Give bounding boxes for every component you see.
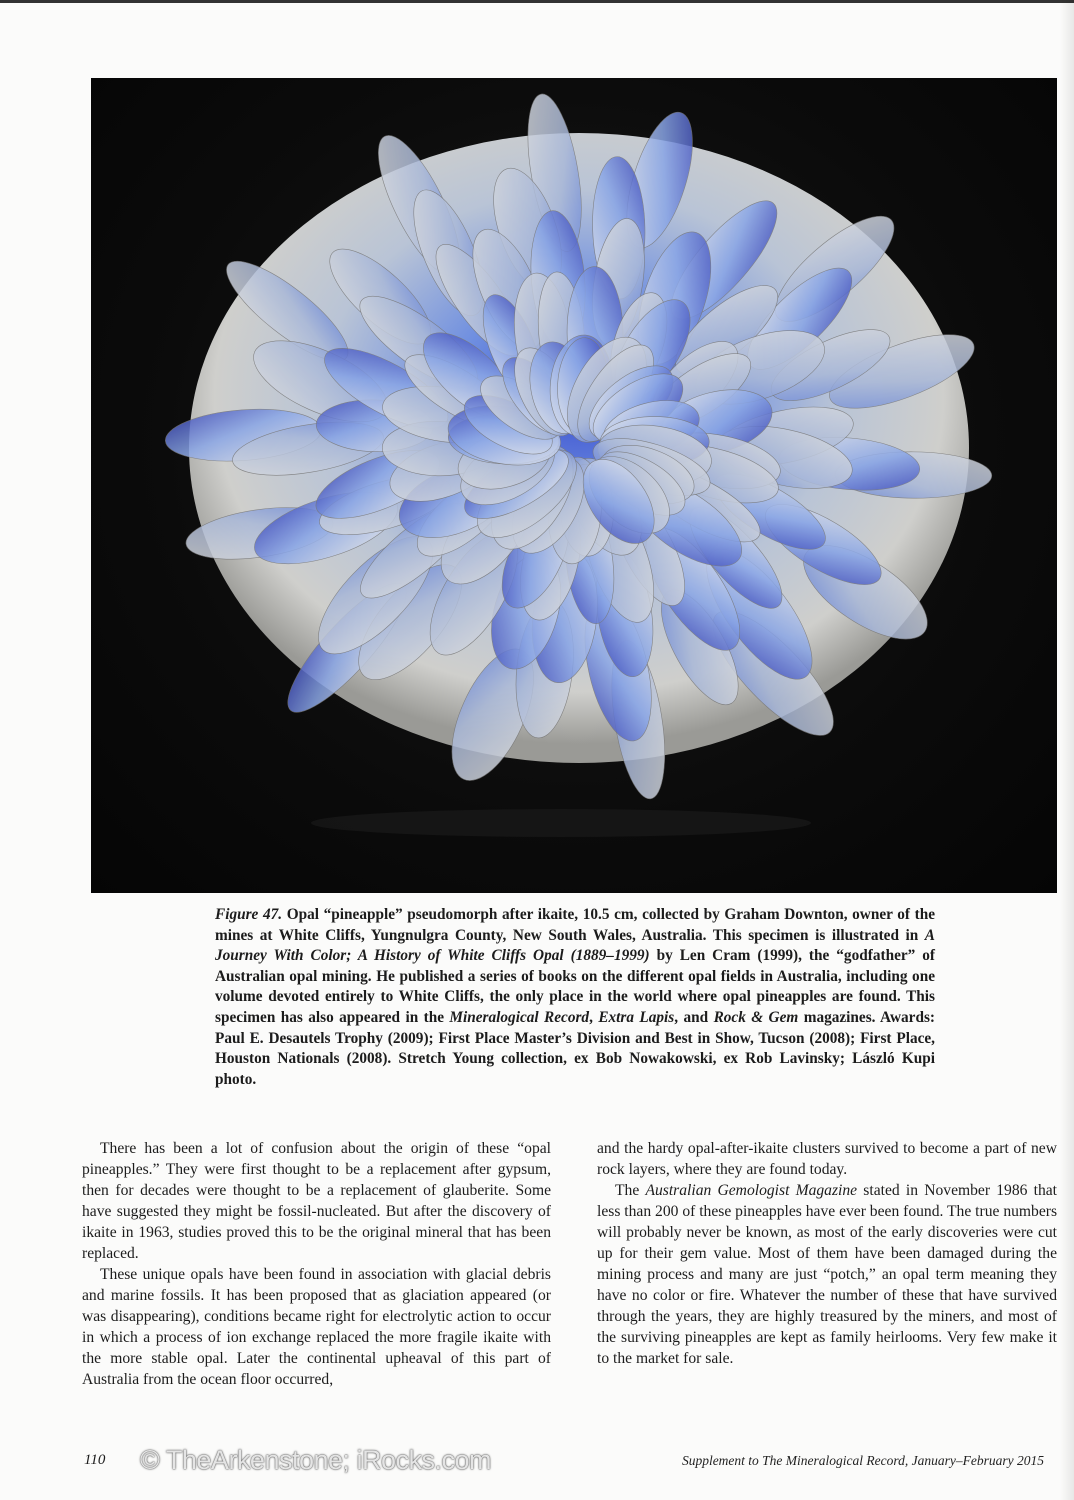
figure-label: Figure 47.: [215, 906, 283, 923]
opal-pineapple-image: [91, 78, 1057, 893]
caption-text: magazines. Awards: Paul E. Desautels Trophy (2009); First Place Master’s Division and Best in Show, Tucson (2008); First Place, Houston Nationals (2008). Stretch Young collection, ex Bob Nowakowski, ex Rob Lavinsky; László Kupi photo.: [215, 1008, 936, 1088]
body-column-right: [597, 1138, 1057, 1369]
body-column-left: [82, 1138, 551, 1390]
specimen-photo: [91, 78, 1057, 893]
watermark: © TheArkenstone; iRocks.com: [140, 1445, 492, 1475]
caption-magazine: Mineralogical Record: [449, 1008, 590, 1026]
caption-text: , and: [674, 1008, 714, 1026]
magazine-title: Australian Gemologist Magazine: [645, 1182, 858, 1199]
figure-caption: [215, 905, 935, 1090]
caption-text: by Len Cram (1999), the “godfather” of Australian opal mining. He published a series of books on the different opal fields in Australia, including one volume devoted entirely to White Cliffs, the only place in the world where opal pineapples are found. This specimen has also appeared in the: [215, 947, 936, 1026]
scan-top-edge: [0, 0, 1074, 3]
caption-text: ,: [589, 1008, 599, 1026]
paragraph: These unique opals have been found in association with glacial debris and marine fossils. It has been proposed that as glaciation appeared (or was disappearing), conditions became right for electrolytic action to occur in which a process of ion exchange replaced the more fragile ikaite with the more stable opal. Later the continental upheaval of this part of Australia from the ocean floor occurred,: [82, 1266, 551, 1388]
caption-magazine: Extra Lapis: [598, 1008, 675, 1026]
caption-book-title: A Journey With Color; A History of White Cliffs Opal (1889–1999): [215, 926, 935, 965]
paragraph-text: stated in November 1986 that less than 200 of these pineapples have ever been found. The true numbers will probably never be known, as most of the early discoveries were cut up for their gem value. Most of them have been damaged during the mining process and many are just “potch,” an opal term meaning they have no color or fire. Whatever the number of these that have survived through the years, they are highly treasured by the miners, and most of the surviving pineapples are kept as family heirlooms. Very few make it to the market for sale.: [597, 1182, 1058, 1367]
caption-text: Opal “pineapple” pseudomorph after ikaite, 10.5 cm, collected by Graham Downton, owner of the mines at White Cliffs, Yungnulgra County, New South Wales, Australia. This specimen is illustrated in: [215, 906, 935, 944]
page-number: 110: [84, 1452, 106, 1468]
paragraph-text: The: [615, 1182, 646, 1199]
caption-magazine: Rock & Gem: [713, 1008, 799, 1026]
scan-edge-shadow: [1060, 0, 1074, 1500]
paragraph: There has been a lot of confusion about the origin of these “opal pineapples.” They were first thought to be a replacement after gypsum, then for decades were thought to be a replacement of glauberite. Some have suggested they might be fossil-nucleated. But after the discovery of ikaite in 1963, studies proved this to be the original mineral that has been replaced.: [82, 1140, 551, 1262]
paragraph: and the hardy opal-after-ikaite clusters survived to become a part of new rock layers, where they are found today.: [597, 1140, 1057, 1178]
paragraph: [597, 1180, 1057, 1369]
running-footer: Supplement to The Mineralogical Record, January–February 2015: [681, 1453, 1044, 1468]
